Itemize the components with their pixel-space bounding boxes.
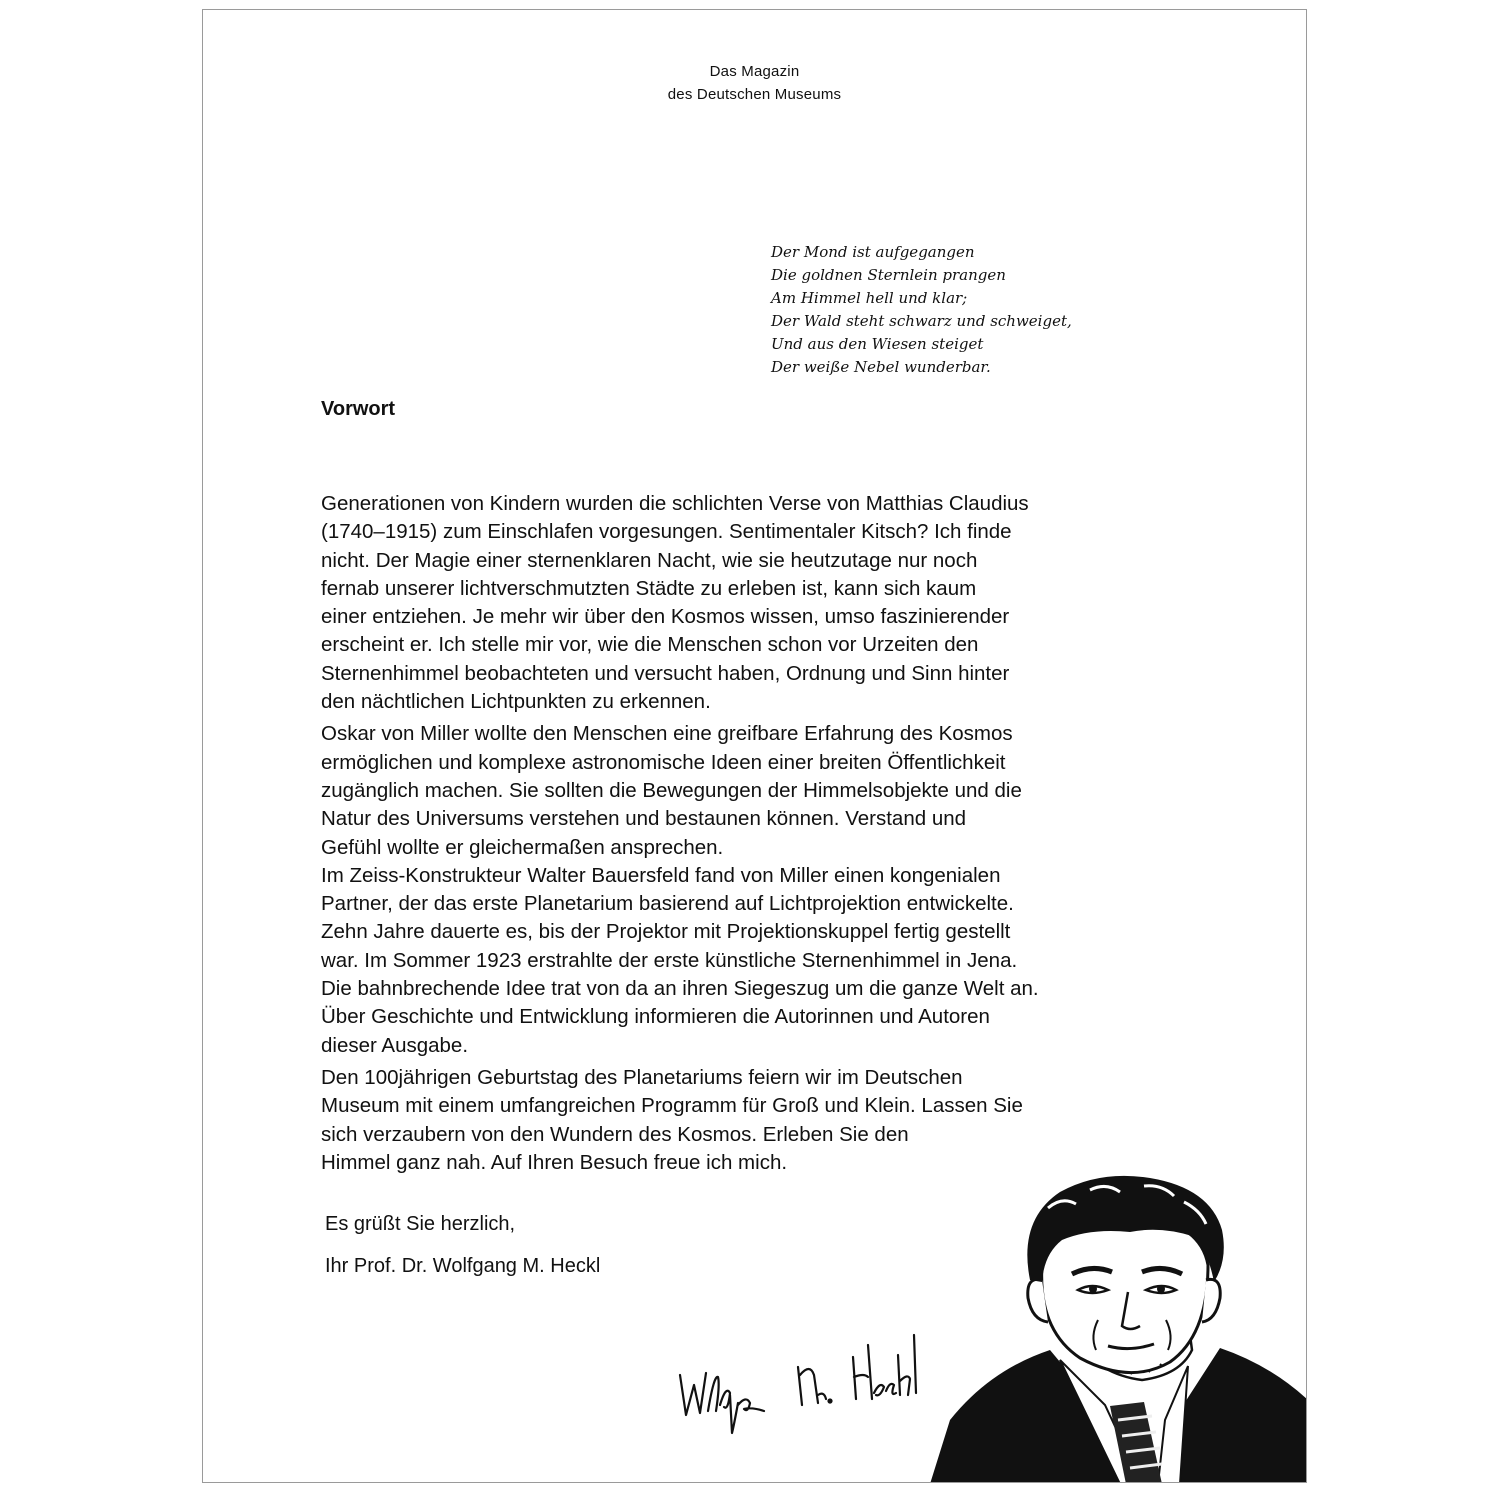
masthead-line-2: des Deutschen Museums [667,86,842,103]
closing [325,1210,600,1294]
body-paragraph-3: Den 100jährigen Geburtstag des Planetariums feiern wir im Deutschen Museum mit einem umfangreichen Programm für Groß und Klein. Lassen Sie sich verzaubern von den Wundern des Kosmos. Erleben Sie den Himmel ganz nah. Auf Ihren Besuch freue ich mich. [321,1065,1023,1174]
poem-line: Der weiße Nebel wunderbar. [771,358,991,376]
portrait-illustration [930,1170,1307,1483]
poem-line: Der Mond ist aufgegangen [771,243,975,261]
closing-name: Ihr Prof. Dr. Wolfgang M. Heckl [325,1255,601,1277]
section-heading: Vorwort [321,398,396,420]
handwritten-signature [668,1315,938,1445]
body-text [321,490,1201,1181]
closing-greeting: Es grüßt Sie herzlich, [325,1213,516,1235]
masthead [203,60,1306,106]
poem-line: Die goldnen Sternlein prangen [771,266,1006,284]
poem-line: Der Wald steht schwarz und schweiget, [771,312,1072,330]
poem-epigraph [771,241,1072,379]
magazine-page [202,9,1307,1483]
body-paragraph-2: Oskar von Miller wollte den Menschen eine greifbare Erfahrung des Kosmos ermöglichen und komplexe astronomische Ideen einer breiten Öffentlichkeit zugänglich machen. Sie sollten die Bewegungen der Himmelsobjekte und die Natur des Universums verstehen und bestaunen können. Verstand und Gefühl wollte er gleichermaßen ansprechen. Im Zeiss-Konstrukteur Walter Bauersfeld fand von Miller einen kongenialen Partner, der das erste Planetarium basierend auf Lichtprojektion entwickelte. Zehn Jahre dauerte es, bis der Projektor mit Projektionskuppel fertig gestellt war. Im Sommer 1923 erstrahlte der erste künstliche Sternenhimmel in Jena. Die bahnbrechende Idee trat von da an ihren Siegeszug um die ganze Welt an. Über Geschichte und Entwicklung informieren die Autorinnen und Autoren dieser Ausgabe. [321,722,1039,1057]
masthead-line-1: Das Magazin [709,63,800,80]
poem-line: Und aus den Wiesen steiget [771,335,984,353]
poem-line: Am Himmel hell und klar; [771,289,968,307]
body-paragraph-1: Generationen von Kindern wurden die schlichten Verse von Matthias Claudius (1740–1915) zum Einschlafen vorgesungen. Sentimentaler Kitsch? Ich finde nicht. Der Magie einer sternenklaren Nacht, wie sie heutzutage nur noch fernab unserer lichtverschmutzten Städte zu erleben ist, kann sich kaum einer entziehen. Je mehr wir über den Kosmos wissen, umso faszinierender erscheint er. Ich stelle mir vor, wie die Menschen schon vor Urzeiten den Sternenhimmel beobachteten und versucht haben, Ordnung und Sinn hinter den nächtlichen Lichtpunkten zu erkennen. [321,492,1029,714]
